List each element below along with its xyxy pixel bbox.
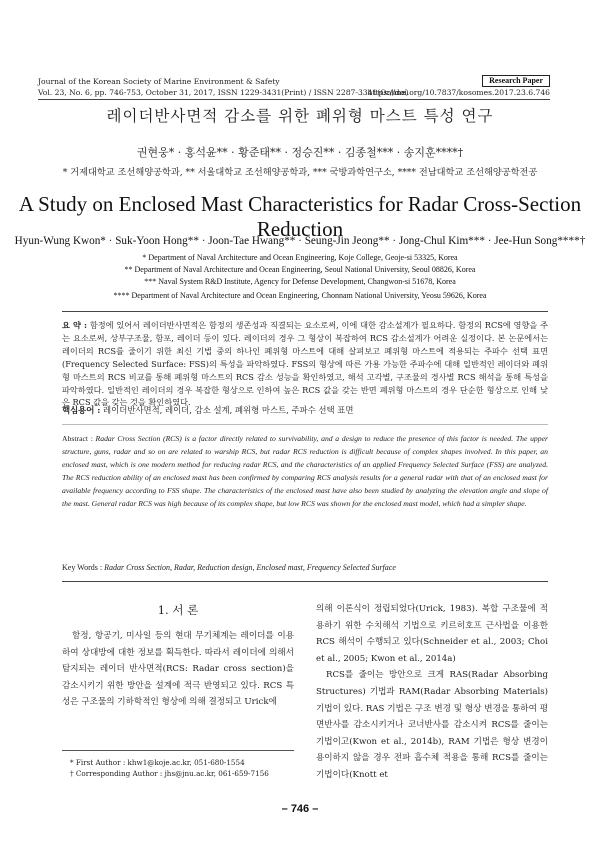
journal-name: Journal of the Korean Society of Marine Environment & Safety <box>38 77 280 86</box>
keywords-korean-text: 레이더반사면적, 레이더, 감소 설계, 폐위형 마스트, 주파수 선택 표면 <box>103 405 354 415</box>
authors-english: Hyun-Wung Kwon* · Suk-Yoon Hong** · Joon-Tae Hwang** · Seung-Jin Jeong** · Jong-Chul Kim*** · Jee-Hun Song****† <box>14 235 586 247</box>
abstract-korean-label: 요 약 : <box>62 320 87 330</box>
title-english: A Study on Enclosed Mast Characteristics for Radar Cross-Section Reduction <box>18 192 582 241</box>
keywords-korean-label: 핵심용어 : <box>62 405 101 415</box>
abstract-korean <box>62 319 548 409</box>
abstract-top-rule <box>62 311 548 312</box>
authors-korean: 권현웅* · 홍석윤** · 황준태** · 정승진** · 김종철*** · 송지훈****† <box>136 146 464 159</box>
affiliations-korean: * 거제대학교 조선해양공학과, ** 서울대학교 조선해양공학과, *** 국방과학연구소, **** 전남대학교 조선해양공학전공 <box>62 167 538 178</box>
header-rule <box>38 99 550 100</box>
keywords-english-label: Key Words : <box>62 563 103 572</box>
footnote-first-author: * First Author : khw1@koje.ac.kr, 051-680-1554 <box>70 758 245 767</box>
keywords-english <box>62 563 396 572</box>
affiliation-english-3: *** Naval System R&D Institute, Agency for Defense Development, Changwon-si 51678, Korea <box>144 277 456 286</box>
volume-info: Vol. 23, No. 6, pp. 746-753, October 31, 2017, ISSN 1229-3431(Print) / ISSN 2287-3341(Online) <box>38 88 409 97</box>
abstract-divider <box>62 424 548 425</box>
doi-link[interactable]: https://doi.org/10.7837/kosomes.2017.23.6.746 <box>367 88 550 97</box>
affiliation-english-4: **** Department of Naval Architecture and Ocean Engineering, Chonnam National University, Yeosu 59626, Korea <box>113 291 487 300</box>
body-column-right <box>316 601 548 784</box>
abstract-english-label: Abstract : <box>62 434 93 443</box>
affiliation-english-1: * Department of Naval Architecture and Ocean Engineering, Koje College, Geoje-si 53325, Korea <box>142 253 458 262</box>
abstract-english-text: Radar Cross Section (RCS) is a factor directly related to survivability, and a design to reduce the presence of this factor is needed. The upper structure, guns, radar and so on are related to warship RCS, but radar RCS reduction is difficult because of complex shapes involved. In this paper, an enclosed mast, which is one modern method for reducing radar RCS, and the characteristics of an applied Frequency Selected Surface (FSS) are analyzed. The RCS reduction ability of an enclosed mast has been confirmed by comparing RCS analysis results for a general radar with that of an enclosed mast for available frequency according to FSS shape. The characteristics of the enclosed mast have also been studied by analyzing the elevation angle and slope of the mast. General radar RCS was high because of its complex shape, but low RCS was shown for the enclosed mast model, which had a simpler shape. <box>62 434 548 508</box>
title-korean: 레이더반사면적 감소를 위한 폐위형 마스트 특성 연구 <box>106 107 494 125</box>
abstract-korean-text: 함정에 있어서 레이더반사면적은 함정의 생존성과 직결되는 요소로써, 이에 대한 감소설계가 필요하다. 함정의 RCS에 영향을 주는 요소로써, 상부구조물, 함포, 레이더 등이 있다. 레이더의 경우 그 형상이 복잡하여 RCS 감소설계가 어려운 실정이다. 본 논문에서는 레이더의 RCS를 줄이기 위한 최신 기법 중의 하나인 폐위형 마스트에 대해 살펴보고 폐위형 마스트에 적용되는 주파수 선택 표면(Frequency Selected Surface: FSS)의 특성을 파악하였다. FSS의 형상에 따른 가용 가능한 주파수에 대해 일반적인 레이더와 폐위형 마스트의 RCS 비교를 통해 폐위형 마스트의 RCS 감소 성능을 확인하였고, 해석 고각별, 구조물의 경사별 RCS 해석을 통해 특성을 파악하였다. 일반적인 레이더의 경우 복잡한 형상으로 인하여 높은 RCS 값을 갖는 반면 폐위형 마스트의 경우 단순한 형상으로 인해 낮은 RCS 값을 갖는 것을 확인하였다. <box>62 320 548 408</box>
footnote-rule <box>62 750 294 751</box>
footnote-corresponding-author: † Corresponding Author : jhs@jnu.ac.kr, 061-659-7156 <box>70 769 269 778</box>
keywords-english-text: Radar Cross Section, Radar, Reduction design, Enclosed mast, Frequency Selected Surface <box>104 563 396 572</box>
article-type-badge: Research Paper <box>482 75 550 87</box>
keywords-korean <box>62 404 353 416</box>
section-heading-introduction: 1. 서 론 <box>157 603 199 617</box>
paragraph-right-1: 의해 이론식이 정립되었다(Urick, 1983). 복합 구조물에 적용하기 위한 수치해석 기법으로 키르히호프 근사법을 이용한 RCS 해석이 수행되고 있다(Schneider et al., 2003; Choi et al., 2005; Kwon et al., 2014a) <box>316 604 548 664</box>
abstract-bottom-rule <box>62 581 548 582</box>
affiliation-english-2: ** Department of Naval Architecture and Ocean Engineering, Seoul National University, Seoul 08826, Korea <box>124 265 476 274</box>
paragraph-right-2: RCS를 줄이는 방안으로 크게 RAS(Radar Absorbing Structures) 기법과 RAM(Radar Absorbing Materials) 기법이 있다. RAS 기법은 구조 변경 및 형상 변경을 통하여 평면반사를 감소시키거나 코너반사를 감소시켜 RCS를 줄이는 기법이고(Kwon et al., 2014b), RAM 기법은 형상 변경이 용이하지 않을 경우 전파 흡수체 적용을 통해 RCS를 줄이는 기법이다(Knott et <box>316 670 548 780</box>
abstract-english <box>62 433 548 510</box>
body-column-left: 함정, 항공기, 미사일 등의 현대 무기체계는 레이더를 이용하여 상대방에 대한 정보를 획득한다. 따라서 레이더에 의해서 탐지되는 레이더 반사면적(RCS: Radar cross section)을 감소시키기 위한 방안을 설계에 적극 반영되고 있다. RCS 특성은 구조물의 기하학적인 형상에 의해 결정되고 Urick에 <box>62 631 294 708</box>
page-number: – 746 – <box>281 803 319 815</box>
